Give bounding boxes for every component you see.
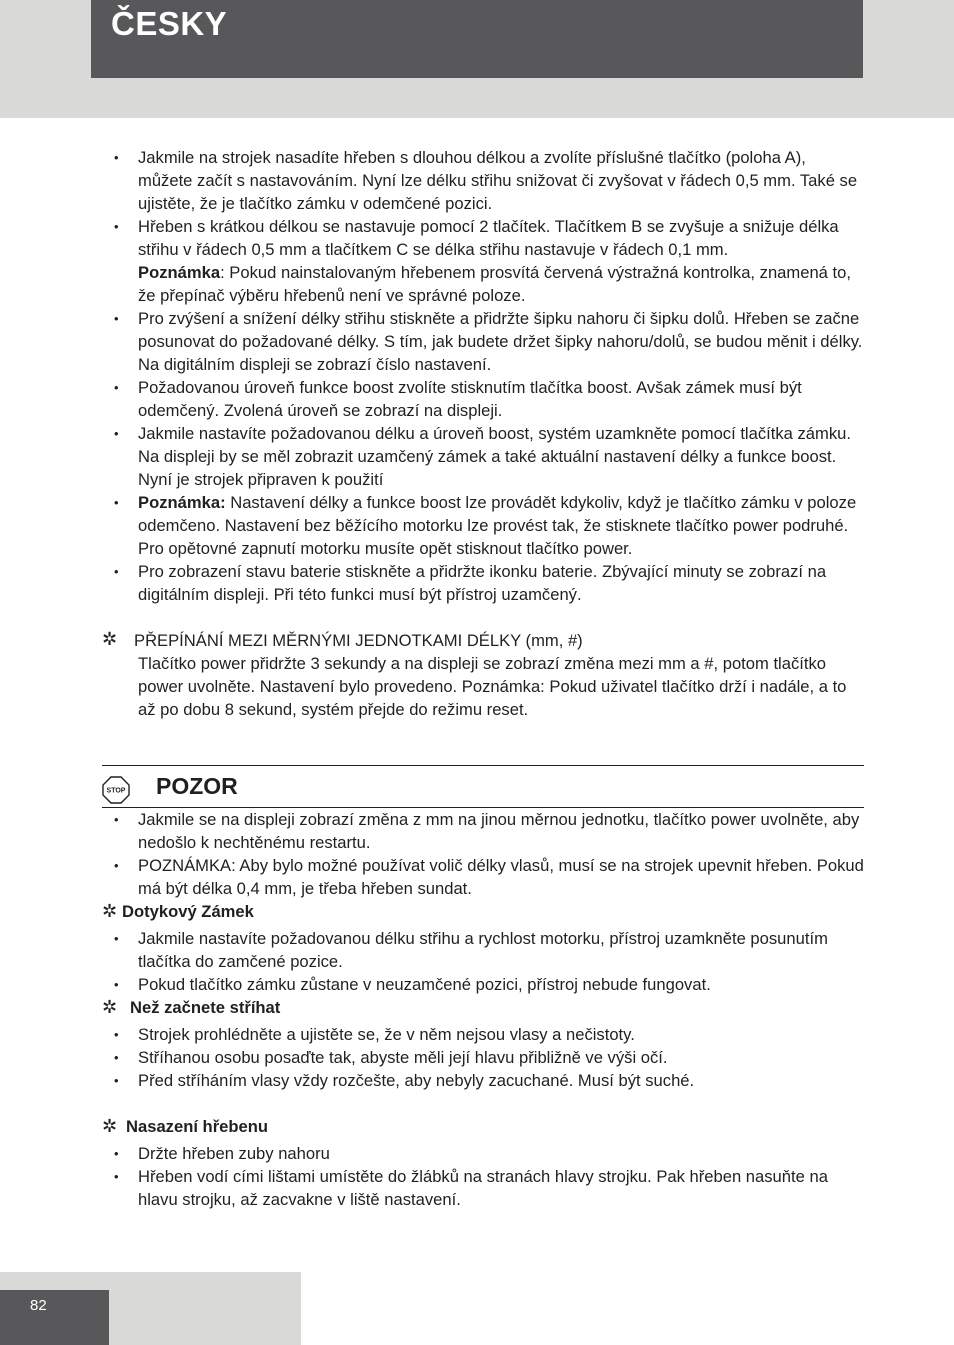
- page-title: ČESKY: [111, 5, 228, 42]
- note-label: Poznámka:: [138, 493, 226, 512]
- list-item: • Požadovanou úroveň funkce boost zvolíte stisknutím tlačítka boost. Avšak zámek musí být odemčený. Zvolená úroveň se zobrazí na displeji.: [102, 376, 864, 422]
- list-item: • Pokud tlačítko zámku zůstane v neuzamčené pozici, přístroj nebude fungovat.: [102, 973, 864, 996]
- lock-heading-text: Dotykový Zámek: [122, 902, 254, 921]
- note-label: Poznámka: [138, 263, 221, 282]
- lock-list: [102, 927, 864, 996]
- list-item: • Hřeben vodí cími lištami umístěte do žlábků na stranách hlavy strojku. Pak hřeben nasuňte na hlavu strojku, až zacvakne v liště nastavení.: [102, 1165, 864, 1211]
- list-item: • Jakmile se na displeji zobrazí změna z mm na jinou měrnou jednotku, tlačítko power uvolněte, aby nedošlo k nechtěnému restartu.: [102, 808, 864, 854]
- header-title-box: [91, 0, 863, 78]
- pozor-bar: [102, 765, 864, 808]
- list-item: [102, 215, 864, 307]
- list-item: • Jakmile nastavíte požadovanou délku střihu a rychlost motorku, přístroj uzamkněte posunutím tlačítka do zamčené pozice.: [102, 927, 864, 973]
- before-list: [102, 1023, 864, 1092]
- comb-heading: [102, 1115, 864, 1138]
- list-item: • Držte hřeben zuby nahoru: [102, 1142, 864, 1165]
- intro-list: [102, 146, 864, 606]
- list-item: • Jakmile na strojek nasadíte hřeben s dlouhou délkou a zvolíte příslušné tlačítko (poloha A), můžete začít s nastavováním. Nyní lze délku střihu snižovat či zvyšovat v řádech 0,5 mm. Také se ujistěte, že je tlačítko zámku v odemčené pozici.: [102, 146, 864, 215]
- item-text: Hřeben s krátkou délkou se nastavuje pomocí 2 tlačítek. Tlačítkem B se zvyšuje a snižuje délka střihu v řádech 0,5 mm a tlačítkem C se délka střihu nastavuje v řádech 0,1 mm.: [138, 217, 839, 259]
- list-item: • POZNÁMKA: Aby bylo možné používat volič délky vlasů, musí se na strojek upevnit hřeben. Pokud má být délka 0,4 mm, je třeba hřeben sundat.: [102, 854, 864, 900]
- burst-icon: ✲: [102, 1116, 118, 1136]
- list-item: • Jakmile nastavíte požadovanou délku a úroveň boost, systém uzamkněte pomocí tlačítka zámku. Na displeji by se měl zobrazit uzamčený zámek a také aktuální nastavení délky a funkce boost. Nyní je strojek připraven k použití: [102, 422, 864, 491]
- before-heading: [102, 996, 864, 1019]
- burst-icon: ✲: [102, 629, 118, 649]
- page-number-box: [0, 1290, 109, 1345]
- note-text: Nastavení délky a funkce boost lze provádět kdykoliv, když je tlačítko zámku v poloze odemčeno. Nastavení bez běžícího motorku lze provést tak, že stisknete tlačítko power podruhé. Pro opětovné zapnutí motorku musíte opět stisknout tlačítko power.: [138, 493, 857, 558]
- burst-icon: ✲: [102, 997, 118, 1017]
- list-item: • Stříhanou osobu posaďte tak, abyste měli její hlavu přibližně ve výši očí.: [102, 1046, 864, 1069]
- lock-heading: [102, 900, 864, 923]
- stop-icon: [102, 776, 130, 804]
- before-heading-text: Než začnete stříhat: [130, 998, 281, 1017]
- list-item: • Pro zvýšení a snížení délky střihu stiskněte a přidržte šipku nahoru či šipku dolů. Hřeben se začne posunovat do požadované délky. S tím, jak budete držet šipky nahoru/dolů, se budou měnit i délky. Na digitálním displeji se zobrazí číslo nastavení.: [102, 307, 864, 376]
- pozor-title: POZOR: [156, 773, 238, 799]
- stop-icon-label: STOP: [106, 787, 126, 795]
- pozor-list: [102, 808, 864, 900]
- main-content: [102, 146, 864, 1211]
- units-body: Tlačítko power přidržte 3 sekundy a na displeji se zobrazí změna mezi mm a #, potom tlačítko power uvolněte. Nastavení bylo provedeno. Poznámka: Pokud uživatel tlačítko drží i nadále, a to až po dobu 8 sekund, systém přejde do režimu reset.: [138, 654, 847, 719]
- comb-heading-text: Nasazení hřebenu: [126, 1117, 269, 1136]
- list-item: [102, 491, 864, 560]
- list-item: • Strojek prohlédněte a ujistěte se, že v něm nejsou vlasy a nečistoty.: [102, 1023, 864, 1046]
- units-heading: PŘEPÍNÁNÍ MEZI MĚRNÝMI JEDNOTKAMI DÉLKY (mm, #): [134, 631, 583, 650]
- page-number: 82: [30, 1297, 47, 1314]
- list-item: • Před stříháním vlasy vždy rozčešte, aby nebyly zacuchané. Musí být suché.: [102, 1069, 864, 1092]
- note-text: : Pokud nainstalovaným hřebenem prosvítá červená výstražná kontrolka, znamená to, že přepínač výběru hřebenů není ve správné poloze.: [138, 263, 851, 305]
- burst-icon: ✲: [102, 901, 118, 921]
- comb-list: [102, 1142, 864, 1211]
- list-item: • Pro zobrazení stavu baterie stiskněte a přidržte ikonku baterie. Zbývající minuty se zobrazí na digitálním displeji. Při této funkci musí být přístroj uzamčený.: [102, 560, 864, 606]
- units-section: [102, 629, 864, 721]
